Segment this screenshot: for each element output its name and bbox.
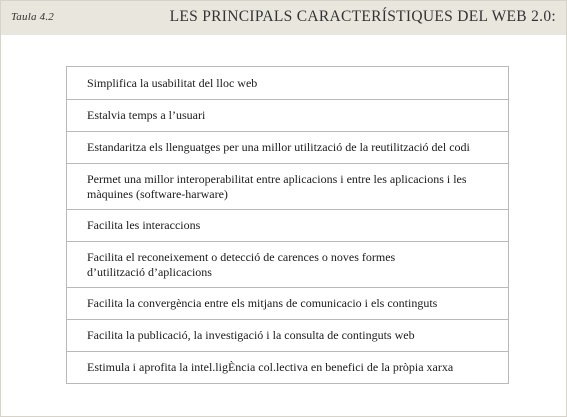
list-item <box>67 241 508 287</box>
list-item <box>67 287 508 319</box>
list-item <box>67 319 508 351</box>
list-item-text: Estalvia temps a l’usuari <box>87 108 206 122</box>
list-item-text: Facilita la publicació, la investigació i la consulta de continguts web <box>87 328 415 342</box>
table-header <box>1 1 566 35</box>
list-item <box>67 209 508 241</box>
list-item-text: Estandaritza els llenguatges per una millor utilització de la reutilització del codi <box>87 140 470 154</box>
list-item <box>67 163 508 209</box>
list-item <box>67 131 508 163</box>
table-number-label: Taula 4.2 <box>11 11 54 23</box>
table-title: LES PRINCIPALS CARACTERÍSTIQUES DEL WEB 2.0: <box>169 8 556 25</box>
list-item <box>67 67 508 99</box>
list-item-text: Estimula i aprofita la intel.ligÈncia col.lectiva en benefici de la pròpia xarxa <box>87 360 454 374</box>
list-item <box>67 351 508 383</box>
list-item-text: Facilita el reconeixement o detecció de carences o noves formes d’utilització d’aplicacions <box>87 249 396 279</box>
list-item-text: Permet una millor interoperabilitat entre aplicacions i entre les aplicacions i les màquines (software-harware) <box>87 171 467 201</box>
list-item-text: Simplifica la usabilitat del lloc web <box>87 75 258 90</box>
characteristics-list <box>66 66 509 384</box>
list-item-text: Facilita la convergència entre els mitjans de comunicacio i els continguts <box>87 296 438 310</box>
list-item-text: Facilita les interaccions <box>87 218 201 232</box>
list-item <box>67 99 508 131</box>
